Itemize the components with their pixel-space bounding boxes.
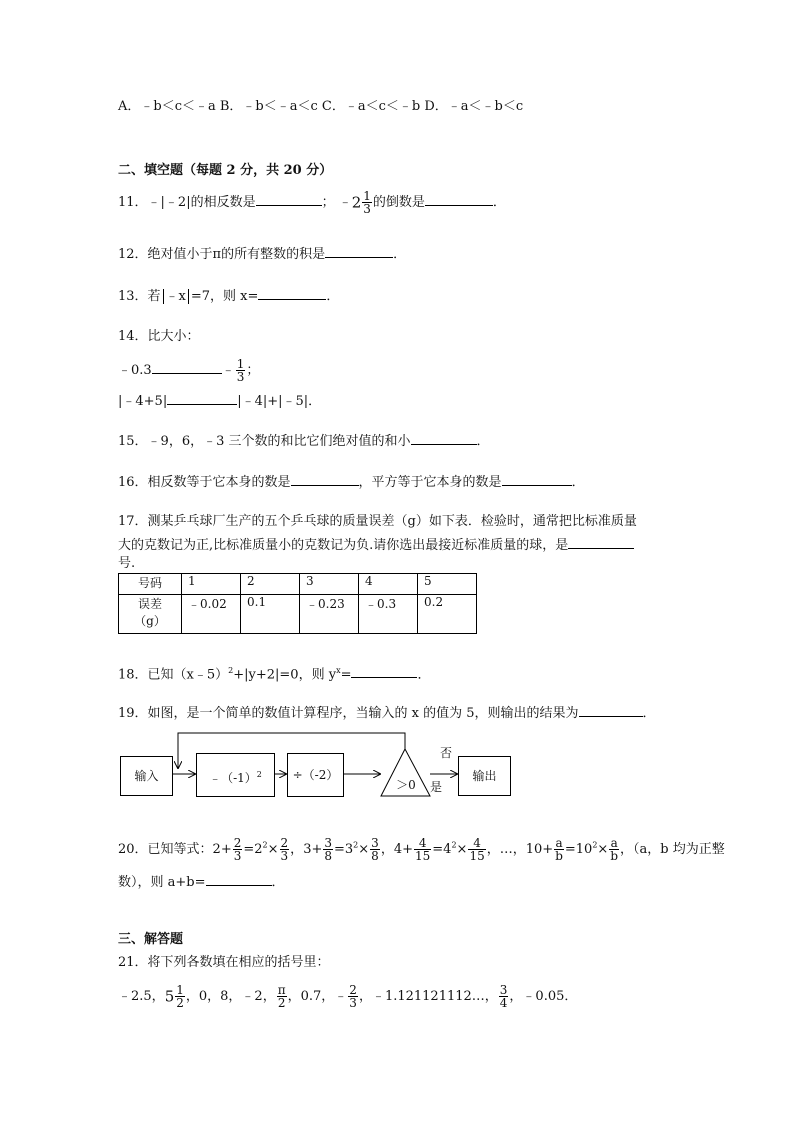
q16-pre: 16．相反数等于它本身的数是 — [118, 475, 291, 490]
q21-n9: ，﹣0.05． — [509, 989, 578, 1004]
table-err-label: 误差 （g） — [119, 595, 182, 634]
table-cell: ﹣0.3 — [359, 595, 418, 634]
q21-fraction-2-3: $\frac{2}{3}$ — [349, 983, 357, 1010]
q20-pre: 20．已知等式： — [118, 842, 213, 857]
table-cell: 4 — [359, 574, 418, 595]
q20-term-last: 10+ $\frac{a}{b}$ $=10^2\times$ $\frac{a}{b}$ — [525, 836, 619, 863]
q20-term-2: 3+ $\frac{3}{8}$ $=3^2\times$ $\frac{3}{8}$ — [303, 836, 379, 863]
flow-step-2-box: ÷（-2） — [287, 753, 344, 797]
question-20-line-2 — [118, 873, 285, 891]
q17-line-3: 号. — [118, 556, 136, 571]
q20-term-1: 2+ $\frac{2}{3}$ $=2^2\times$ $\frac{2}{3}$ — [212, 836, 289, 863]
q12-end: ． — [393, 247, 407, 262]
q14-line2-post: |﹣4|+|﹣5|． — [237, 394, 322, 409]
q11-mid: ； ﹣ — [321, 195, 352, 210]
q14-line2-pre: |﹣4+5| — [118, 394, 168, 409]
table-cell: 3 — [300, 574, 359, 595]
q11-end: ． — [492, 195, 506, 210]
question-21-text: 21．将下列各数填在相应的括号里： — [118, 955, 330, 970]
q18-sup: 2 — [228, 666, 234, 675]
q21-pi-fraction: $\frac{\pi}{2}$ — [277, 983, 286, 1010]
q20-term-3: 4+ $\frac{4}{15}$ $=4^2\times$ $\frac{4}{15}$ — [393, 836, 485, 863]
q18-sup2: x — [336, 666, 341, 675]
table-cell: 5 — [418, 574, 477, 595]
q21-n6-sign: ﹣ — [334, 989, 348, 1004]
q20-blank[interactable] — [206, 873, 272, 886]
q21-n1: ﹣2.5， — [118, 989, 165, 1004]
q13-abs: ﹣x — [163, 289, 189, 304]
question-21-numbers — [118, 984, 577, 1009]
q13-post: =7，则 x= — [190, 289, 259, 304]
question-20-line-1: 20．已知等式：2+ $\frac{2}{3}$ $=2^2\times$ $\frac{2}{3}$ ，3+ $\frac{3}{8}$ $=3^2\times$ $\frac{3}{8}$ ，4+ $\frac{4}{15}$ $=4^2\times$ $\frac{4}{15}$ ，…，10+ $\frac{a}{b}$ $=10^2\times$ $\frac{a}{b}$ ，（a，b 均为正整 — [118, 836, 725, 863]
q14-line1-pre: ﹣0.3 — [118, 363, 152, 378]
q14-sign: ﹣ — [221, 363, 235, 378]
q14-fraction: $\frac{1}{3}$ — [236, 357, 245, 384]
q14-title: 14．比大小： — [118, 329, 200, 344]
table-cell: ﹣0.23 — [300, 595, 359, 634]
q11-pre: 11．﹣|﹣2|的相反数是 — [118, 195, 256, 210]
section-3-title: 三、解答题 — [118, 932, 184, 947]
table-cell: 0.2 — [418, 595, 477, 634]
q15-end: ． — [476, 434, 490, 449]
flow-step-1-box: $﹣(-1)^2$ — [196, 753, 275, 797]
q17-line2-text: 大的克数记为正,比标准质量小的克数记为负.请你选出最接近标准质量的球，是 — [118, 538, 569, 553]
q20-tail: ，（a，b 均为正整 — [620, 842, 725, 857]
flow-condition-label: ＞0 — [396, 778, 416, 792]
q15-text: 15．﹣9，6，﹣3 三个数的和比它们绝对值的和小 — [118, 434, 411, 449]
q21-n3: ，0，8，﹣2， — [185, 989, 276, 1004]
q18-mid: +|y+2|=0，则 y — [233, 667, 337, 683]
q21-n7: ，﹣1.121121112…， — [358, 989, 498, 1004]
q16-mid: ，平方等于它本身的数是 — [358, 475, 502, 490]
table-cell: ﹣0.02 — [182, 595, 241, 634]
flow-output-box: 输出 — [458, 756, 511, 796]
q17-line-1: 17．测某乒乓球厂生产的五个乒乓球的质量误差（g）如下表．检验时，通常把比标准质量 — [118, 514, 637, 529]
q18-post: = — [340, 667, 352, 683]
table-cell: 2 — [241, 574, 300, 595]
q21-n5: ，0.7， — [287, 989, 335, 1004]
table-cell: 0.1 — [241, 595, 300, 634]
q10-options: A．﹣b＜c＜﹣a B．﹣b＜﹣a＜c C．﹣a＜c＜﹣b D．﹣a＜﹣b＜c — [118, 99, 524, 114]
section-2-title: 二、填空题（每题 2 分，共 20 分） — [118, 163, 333, 178]
q14-line1-end: ； — [246, 363, 260, 378]
q16-end: ． — [571, 475, 585, 490]
q11-post: 的倒数是 — [372, 195, 425, 210]
q13-pre: 13．若 — [118, 289, 161, 304]
q12-text: 12．绝对值小于π的所有整数的积是 — [118, 247, 326, 262]
q20-line2-text: 数），则 a+b= — [118, 875, 206, 890]
flow-no-label: 否 — [440, 746, 453, 760]
table-head-label: 号码 — [119, 574, 182, 595]
q20-dots: …， — [499, 842, 526, 857]
q18-end: ． — [417, 667, 431, 683]
table-cell: 1 — [182, 574, 241, 595]
q13-end: ． — [326, 289, 340, 304]
q21-fraction-3-4: $\frac{3}{4}$ — [499, 983, 508, 1010]
q20-end: ． — [271, 875, 285, 890]
flow-input-box: 输入 — [120, 756, 173, 796]
q21-mixed-number: 5 $\frac{1}{2}$ — [164, 983, 184, 1010]
q19-text: 19．如图，是一个简单的数值计算程序，当输入的 x 的值为 5，则输出的结果为 — [118, 706, 579, 721]
q18-pre: 18．已知（x﹣5） — [118, 667, 229, 683]
flow-yes-label: 是 — [430, 780, 443, 794]
q19-end: ． — [642, 706, 656, 721]
q11-mixed-number: 2 $\frac{1}{3}$ — [351, 189, 371, 216]
